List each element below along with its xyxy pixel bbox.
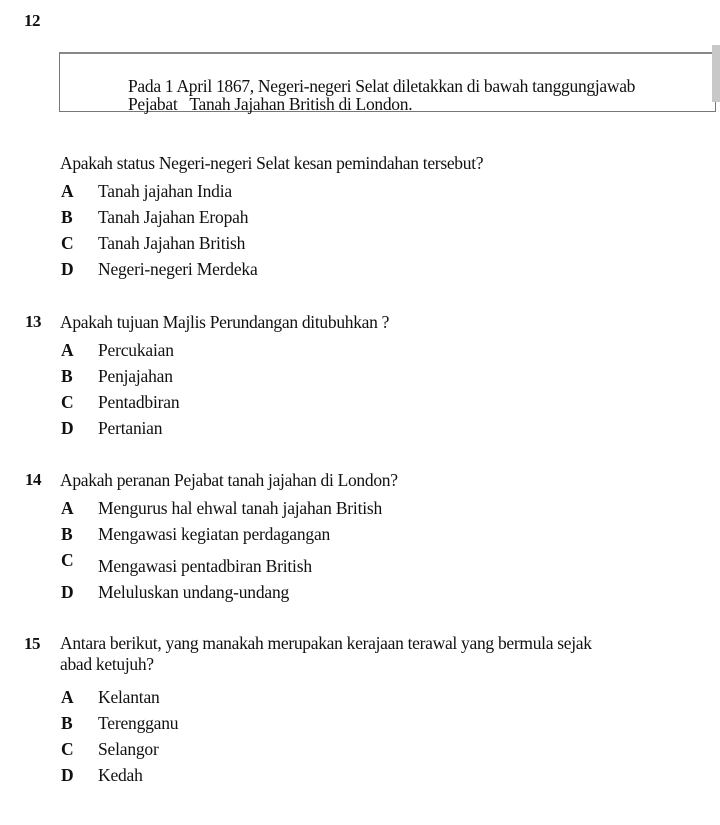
option-letter: B — [61, 207, 73, 227]
option-text: Percukaian — [98, 340, 174, 360]
option-text: Mengawasi kegiatan perdagangan — [98, 524, 331, 544]
question-number-14: 14 — [25, 470, 41, 489]
option-letter: A — [61, 181, 74, 201]
question-stem-12: Apakah status Negeri-negeri Selat kesan pemindahan tersebut? — [60, 153, 484, 173]
question-stem-15 — [60, 633, 592, 675]
option-text: Pentadbiran — [98, 392, 180, 412]
option-text: Meluluskan undang-undang — [98, 582, 290, 602]
option-letter: B — [61, 713, 73, 733]
option-letter: A — [61, 340, 74, 360]
option-letter: D — [61, 582, 74, 602]
question-number-15: 15 — [24, 634, 40, 653]
option-text: Mengurus hal ehwal tanah jajahan British — [98, 498, 383, 518]
source-line-1: Pada 1 April 1867, Negeri-negeri Selat diletakkan di bawah tanggungjawab — [128, 76, 636, 96]
option-text: Mengawasi pentadbiran British — [98, 556, 312, 576]
option-text: Kelantan — [98, 687, 160, 707]
option-text: Penjajahan — [98, 366, 173, 386]
option-letter: C — [61, 550, 74, 570]
question-number-13: 13 — [25, 312, 41, 331]
source-text-box — [59, 52, 716, 112]
stem-line-2: abad ketujuh? — [60, 654, 154, 674]
option-text: Negeri-negeri Merdeka — [98, 259, 258, 279]
option-letter: B — [61, 524, 73, 544]
option-letter: C — [61, 392, 74, 412]
option-letter: D — [61, 259, 74, 279]
option-text: Tanah jajahan India — [98, 181, 232, 201]
option-letter: D — [61, 765, 74, 785]
stem-line-1: Antara berikut, yang manakah merupakan kerajaan terawal yang bermula sejak — [60, 633, 592, 653]
option-letter: A — [61, 498, 74, 518]
source-line-2: Pejabat Tanah Jajahan British di London. — [128, 94, 413, 114]
option-text: Tanah Jajahan British — [98, 233, 246, 253]
option-text: Tanah Jajahan Eropah — [98, 207, 249, 227]
option-text: Selangor — [98, 739, 159, 759]
option-letter: D — [61, 418, 74, 438]
scrollbar-thumb[interactable] — [712, 45, 720, 102]
option-text: Kedah — [98, 765, 143, 785]
option-text: Terengganu — [98, 713, 179, 733]
option-letter: A — [61, 687, 74, 707]
question-stem-14: Apakah peranan Pejabat tanah jajahan di London? — [60, 470, 398, 490]
option-text: Pertanian — [98, 418, 163, 438]
question-number-12: 12 — [24, 11, 40, 30]
option-letter: C — [61, 233, 74, 253]
option-letter: C — [61, 739, 74, 759]
question-stem-13: Apakah tujuan Majlis Perundangan ditubuhkan ? — [60, 312, 390, 332]
option-letter: B — [61, 366, 73, 386]
